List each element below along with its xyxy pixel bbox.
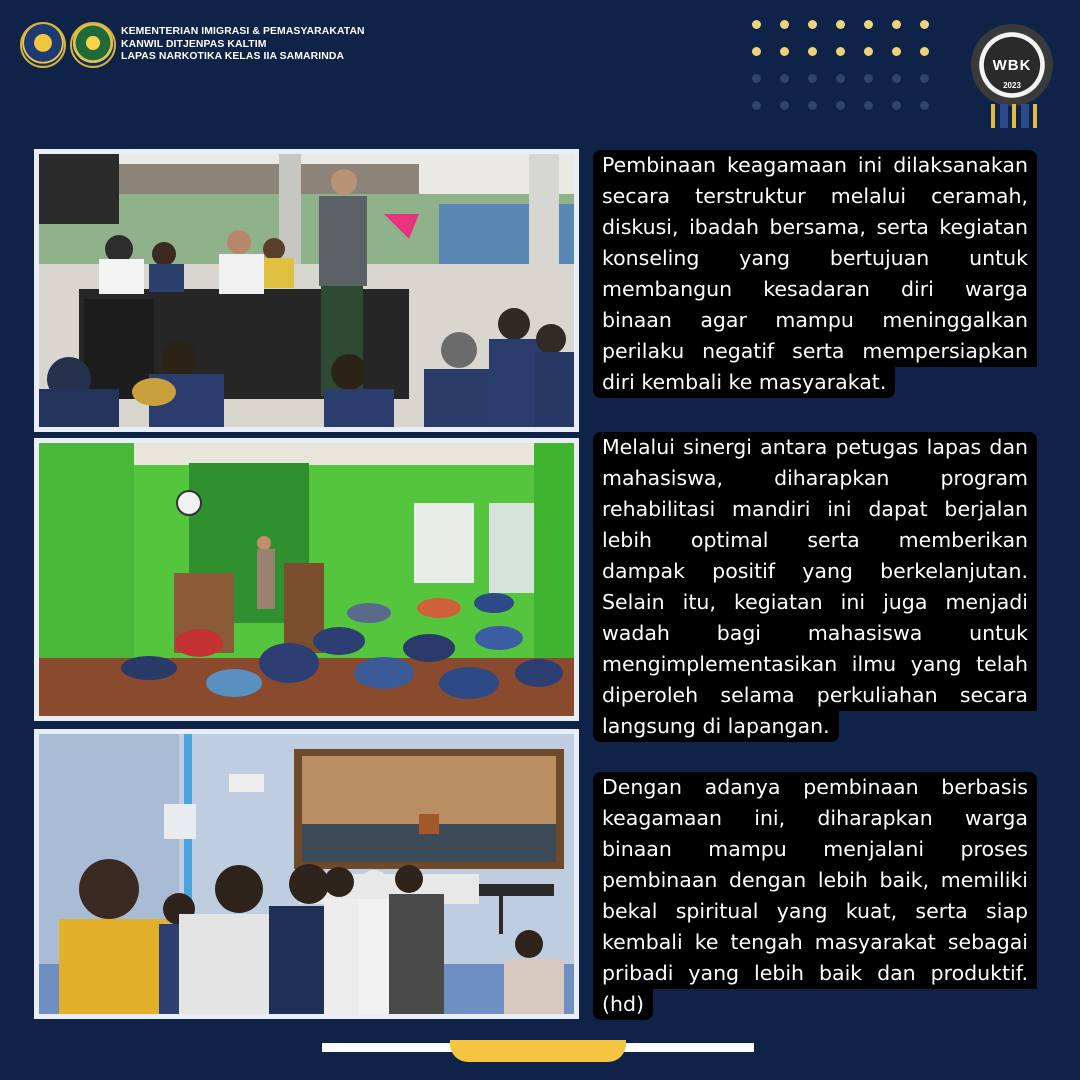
paragraph-line: (hd) <box>593 989 653 1020</box>
decorative-dot <box>892 47 901 56</box>
photo-lecture <box>34 149 579 432</box>
garuda-emblem-icon <box>20 22 66 68</box>
photo-prayer <box>34 438 579 721</box>
decorative-dot <box>892 74 901 83</box>
decorative-dot <box>920 47 929 56</box>
decorative-dot <box>808 101 817 110</box>
decorative-dot <box>836 47 845 56</box>
paragraph-line: pembinaan dengan lebih baik, memiliki <box>593 865 1037 896</box>
decorative-dot <box>920 101 929 110</box>
paragraph-line: Pembinaan keagamaan ini dilaksanakan <box>593 150 1037 181</box>
wbk-badge <box>971 24 1057 128</box>
decorative-dot <box>836 20 845 29</box>
paragraph-3 <box>593 772 1037 1020</box>
paragraph-line: pribadi yang lebih baik dan produktif. <box>593 958 1037 989</box>
decorative-dot <box>808 74 817 83</box>
paragraph-line: dampak positif yang berkelanjutan. <box>593 556 1037 587</box>
decorative-dot <box>752 47 761 56</box>
paragraph-2 <box>593 432 1037 742</box>
header-line-ministry: KEMENTERIAN IMIGRASI & PEMASYARAKATAN <box>121 26 365 37</box>
decorative-dot <box>780 101 789 110</box>
paragraph-line: rehabilitasi mandiri ini dapat berjalan <box>593 494 1037 525</box>
paragraph-line: mengimplementasikan ilmu yang telah <box>593 649 1037 680</box>
paragraph-line: lebih optimal serta memberikan <box>593 525 1037 556</box>
photo-chapel <box>34 729 579 1019</box>
paragraph-line: diperoleh selama perkuliahan secara <box>593 680 1037 711</box>
paragraph-line: diskusi, ibadah bersama, serta kegiatan <box>593 212 1037 243</box>
decorative-dot <box>864 74 873 83</box>
paragraph-line: Melalui sinergi antara petugas lapas dan <box>593 432 1037 463</box>
paragraph-line: Dengan adanya pembinaan berbasis <box>593 772 1037 803</box>
decorative-dot <box>892 101 901 110</box>
header-line-lapas: LAPAS NARKOTIKA KELAS IIA SAMARINDA <box>121 51 345 62</box>
pemasyarakatan-logo-icon <box>70 22 116 68</box>
footer-accent-tab <box>450 1040 626 1062</box>
header-logos <box>20 22 116 68</box>
decorative-dot <box>808 47 817 56</box>
decorative-dot <box>920 20 929 29</box>
paragraph-line: perilaku negatif serta mempersiapkan <box>593 336 1037 367</box>
decorative-dot <box>780 20 789 29</box>
paragraph-line: membangun kesadaran diri warga <box>593 274 1037 305</box>
decorative-dot <box>780 74 789 83</box>
decorative-dot <box>752 101 761 110</box>
paragraph-line: langsung di lapangan. <box>593 711 839 742</box>
paragraph-line: secara terstruktur melalui ceramah, <box>593 181 1037 212</box>
decorative-dots <box>752 20 942 116</box>
header-line-regional: KANWIL DITJENPAS KALTIM <box>121 38 267 50</box>
decorative-dot <box>836 101 845 110</box>
decorative-dot <box>808 20 817 29</box>
decorative-dot <box>836 74 845 83</box>
paragraph-line: kembali ke tengah masyarakat sebagai <box>593 927 1037 958</box>
paragraph-line: konseling yang bertujuan untuk <box>593 243 1037 274</box>
paragraph-line: mahasiswa, diharapkan program <box>593 463 1037 494</box>
decorative-dot <box>920 74 929 83</box>
paragraph-line: bekal spiritual yang kuat, serta siap <box>593 896 1037 927</box>
paragraph-1 <box>593 150 1037 398</box>
paragraph-line: wadah bagi mahasiswa untuk <box>593 618 1037 649</box>
paragraph-line: keagamaan ini, diharapkan warga <box>593 803 1037 834</box>
paragraph-line: binaan mampu menjalani proses <box>593 834 1037 865</box>
decorative-dot <box>864 47 873 56</box>
decorative-dot <box>780 47 789 56</box>
decorative-dot <box>864 20 873 29</box>
institution-header <box>121 26 365 64</box>
decorative-dot <box>752 74 761 83</box>
paragraph-line: diri kembali ke masyarakat. <box>593 367 895 398</box>
wbk-badge-text: WBK <box>992 56 1032 74</box>
paragraph-line: binaan agar mampu meninggalkan <box>593 305 1037 336</box>
decorative-dot <box>752 20 761 29</box>
wbk-badge-year: 2023 <box>1003 81 1021 90</box>
paragraph-line: Selain itu, kegiatan ini juga menjadi <box>593 587 1037 618</box>
wbk-seal-icon <box>971 24 1053 106</box>
wbk-ribbon-icon <box>991 104 1037 128</box>
decorative-dot <box>892 20 901 29</box>
decorative-dot <box>864 101 873 110</box>
